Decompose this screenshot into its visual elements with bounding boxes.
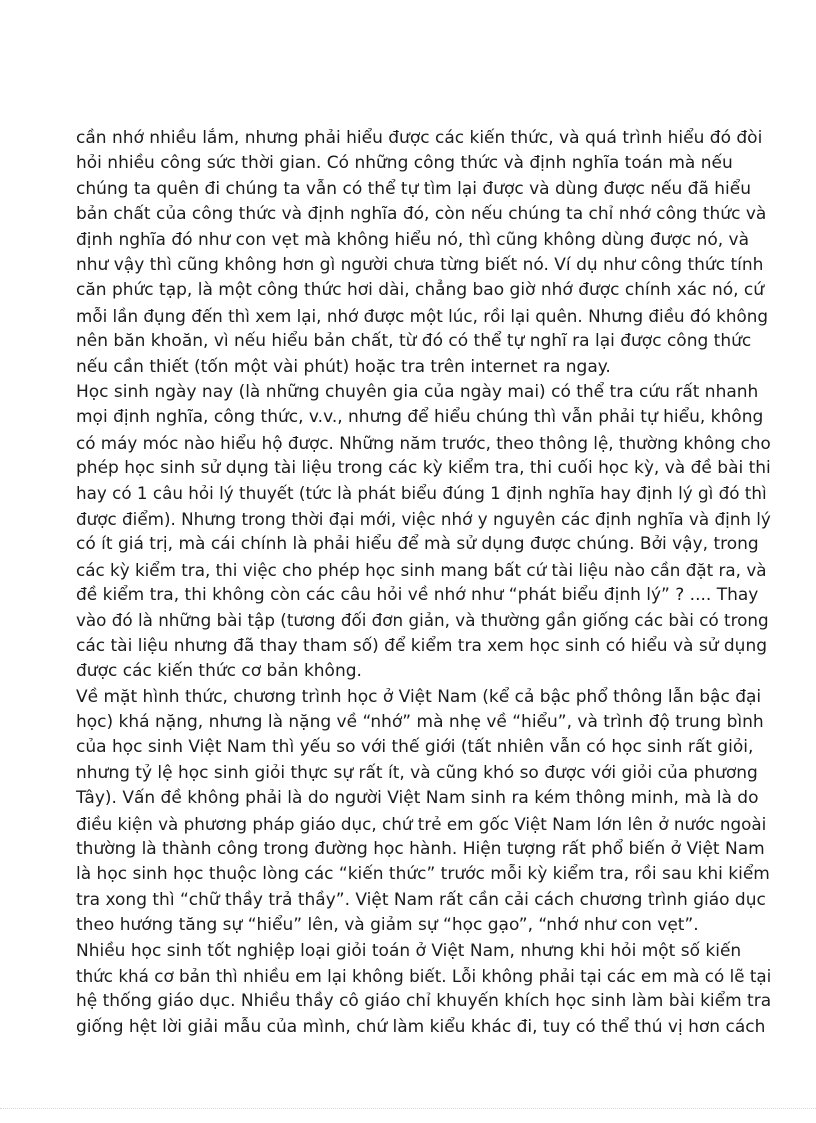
- text-line: tra xong thì “chữ thầy trả thầy”. Việt Nam rất cần cải cách chương trình giáo dục: [76, 889, 766, 910]
- text-line: chúng ta quên đi chúng ta vẫn có thể tự tìm lại được và dùng được nếu đã hiểu: [76, 178, 752, 199]
- text-line: đề kiểm tra, thi không còn các câu hỏi về nhớ như “phát biểu định lý” ? .... Thay: [76, 585, 759, 606]
- text-line: thường là thành công trong đường học hành. Hiện tượng rất phổ biến ở Việt Nam: [76, 838, 765, 859]
- text-line: như vậy thì cũng không hơn gì người chưa từng biết nó. Ví dụ như công thức tính: [76, 254, 764, 275]
- text-line: căn phức tạp, là một công thức hơi dài, chẳng bao giờ nhớ được chính xác nó, cứ: [76, 280, 765, 301]
- text-line: có máy móc nào hiểu hộ được. Những năm trước, theo thông lệ, thường không cho: [76, 432, 771, 453]
- text-line: có ít giá trị, mà cái chính là phải hiểu để mà sử dụng được chúng. Bởi vậy, trong: [76, 534, 759, 555]
- text-line: của học sinh Việt Nam thì yếu so với thế giới (tất nhiên vẫn có học sinh rất giỏi,: [76, 737, 754, 758]
- text-line: cần nhớ nhiều lắm, nhưng phải hiểu được các kiến thức, và quá trình hiểu đó đòi: [76, 128, 763, 148]
- text-line: Nhiều học sinh tốt nghiệp loại giỏi toán ở Việt Nam, nhưng khi hỏi một số kiến: [76, 940, 742, 961]
- text-line: định nghĩa đó như con vẹt mà không hiểu nó, thì cũng không dùng được nó, và: [76, 229, 750, 250]
- text-line: là học sinh học thuộc lòng các “kiến thức” trước mỗi kỳ kiểm tra, rồi sau khi kiểm: [76, 864, 770, 885]
- text-line: học) khá nặng, nhưng là nặng về “nhớ” mà nhẹ về “hiểu”, và trình độ trung bình: [76, 711, 764, 732]
- text-line: hay có 1 câu hỏi lý thuyết (tức là phát biểu đúng 1 định nghĩa hay định lý gì đó thì: [76, 483, 767, 504]
- text-line: mỗi lần đụng đến thì xem lại, nhớ được một lúc, rồi lại quên. Nhưng điều đó không: [76, 305, 768, 326]
- text-line: thức khá cơ bản thì nhiều em lại không biết. Lỗi không phải tại các em mà có lẽ tại: [76, 965, 772, 986]
- text-line: nhưng tỷ lệ học sinh giỏi thực sự rất ít, và cũng khó so được với giỏi của phương: [76, 762, 758, 783]
- text-line: theo hướng tăng sự “hiểu” lên, và giảm sự “học gạo”, “nhớ như con vẹt”.: [76, 915, 699, 936]
- text-line: được điểm). Nhưng trong thời đại mới, việc nhớ y nguyên các định nghĩa và định lý: [76, 508, 771, 529]
- text-line: hệ thống giáo dục. Nhiều thầy cô giáo chỉ khuyến khích học sinh làm bài kiểm tra: [76, 991, 772, 1012]
- text-line: điều kiện và phương pháp giáo dục, chứ trẻ em gốc Việt Nam lớn lên ở nước ngoài: [76, 813, 767, 834]
- text-line: được các kiến thức cơ bản không.: [76, 661, 362, 682]
- text-line: giống hệt lời giải mẫu của mình, chứ làm kiểu khác đi, tuy có thể thú vị hơn cách: [76, 1016, 766, 1037]
- text-line: các kỳ kiểm tra, thi việc cho phép học sinh mang bất cứ tài liệu nào cần đặt ra, và: [76, 559, 767, 580]
- text-line: bản chất của công thức và định nghĩa đó, còn nếu chúng ta chỉ nhớ công thức và: [76, 204, 767, 225]
- text-line: nếu cần thiết (tốn một vài phút) hoặc tra trên internet ra ngay.: [76, 356, 611, 377]
- text-line: nên băn khoăn, vì nếu hiểu bản chất, từ đó có thể tự nghĩ ra lại được công thức: [76, 331, 752, 352]
- text-line: Học sinh ngày nay (là những chuyên gia của ngày mai) có thể tra cứu rất nhanh: [76, 381, 759, 402]
- text-line: hỏi nhiều công sức thời gian. Có những công thức và định nghĩa toán mà nếu: [76, 153, 733, 174]
- text-line: Tây). Vấn đề không phải là do người Việt Nam sinh ra kém thông minh, mà là do: [76, 788, 759, 809]
- text-line: vào đó là những bài tập (tương đối đơn giản, và thường gần giống các bài có trong: [76, 610, 769, 631]
- page-bottom-edge: [0, 1108, 816, 1109]
- text-line: các tài liệu nhưng đã thay tham số) để kiểm tra xem học sinh có hiểu và sử dụng: [76, 635, 768, 656]
- text-line: Về mặt hình thức, chương trình học ở Việt Nam (kể cả bậc phổ thông lẫn bậc đại: [76, 686, 762, 707]
- text-line: phép học sinh sử dụng tài liệu trong các kỳ kiểm tra, thi cuối học kỳ, và đề bài thi: [76, 458, 771, 479]
- text-line: mọi định nghĩa, công thức, v.v., nhưng để hiểu chúng thì vẫn phải tự hiểu, không: [76, 407, 764, 428]
- body-text: [76, 126, 776, 1040]
